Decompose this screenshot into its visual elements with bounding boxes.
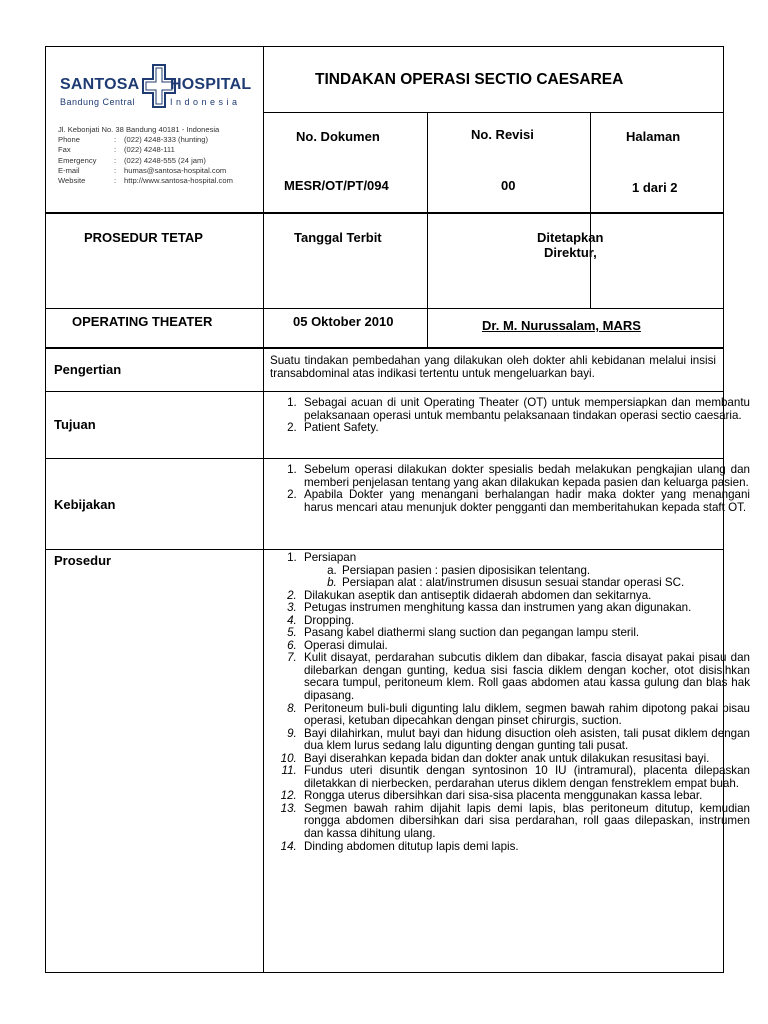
department-name: OPERATING THEATER (72, 314, 213, 329)
meta-column-divider-2 (427, 212, 428, 348)
list-item: 3. Petugas instrumen menghitung kassa dan instrumen yang akan digunakan. (300, 602, 750, 615)
list-item: 2. Apabila Dokter yang menangani berhalangan hadir maka dokter yang menangani harus mencari atau menunjuk dokter pengganti dan memberitahukan kepada staft OT. (300, 489, 750, 514)
logo-subtitle-left: Bandung Central (60, 97, 136, 107)
document-title: TINDAKAN OPERASI SECTIO CAESAREA (315, 71, 624, 88)
logo-column-divider (263, 46, 264, 213)
persiapan-sublist (304, 565, 750, 590)
label-column-divider (263, 348, 264, 973)
list-item: 5. Pasang kabel diathermi slang suction dan pegangan lampu steril. (300, 627, 750, 640)
issue-date-value: 05 Oktober 2010 (293, 314, 394, 329)
list-item: 11. Fundus uteri disuntik dengan syntosinon 10 IU (intramural), placenta dilepaskan diletakkan di nierbecken, perdarahan uterus diklem dengan fenstreklem empat buah. (300, 765, 750, 790)
approver-title: Direktur, (544, 245, 597, 260)
tujuan-label: Tujuan (54, 417, 96, 432)
list-item: 10. Bayi diserahkan kepada bidan dan dokter anak untuk dilakukan resusitasi bayi. (300, 753, 750, 766)
logo-subtitle-right: I n d o n e s i a (170, 97, 238, 107)
meta-row-split-border (45, 308, 724, 309)
list-item: a. Persiapan pasien : pasien diposisikan telentang. (340, 565, 750, 578)
revision-value: 00 (501, 178, 516, 193)
page-value: 1 dari 2 (632, 180, 678, 195)
tujuan-bottom-border (45, 458, 724, 459)
doc-number-value: MESR/OT/PT/094 (284, 178, 389, 193)
list-item: 1. Sebelum operasi dilakukan dokter spesialis bedah melakukan pengkajian ulang dan memberi penjelasan tentang yang akan dilakukan kepada pasien dan keluarga pasien. (300, 464, 750, 489)
contact-row: Fax : (022) 4248-111 (58, 145, 175, 155)
contact-row: E-mail : humas@santosa-hospital.com (58, 165, 227, 175)
contact-row: Emergency : (022) 4248-555 (24 jam) (58, 155, 206, 165)
contact-address: Jl. Kebonjati No. 38 Bandung 40181 - Indonesia (58, 125, 220, 134)
approved-label: Ditetapkan (537, 230, 604, 245)
table-top-border (45, 46, 724, 47)
prosedur-list (266, 552, 750, 853)
procedure-type: PROSEDUR TETAP (84, 230, 203, 245)
doc-number-column-divider (427, 112, 428, 213)
hospital-contact-block (58, 125, 233, 186)
header-section-bottom-border (45, 212, 724, 214)
approver-name: Dr. M. Nurussalam, MARS (482, 318, 641, 333)
meta-section-bottom-border (45, 347, 724, 349)
hospital-logo (58, 62, 252, 112)
title-row-bottom-border (263, 112, 724, 113)
logo-text-right: HOSPITAL (170, 76, 252, 93)
list-item: 13. Segmen bawah rahim dijahit lapis demi lapis, blas peritoneum ditutup, kemudian rongga abdomen dibersihkan dari sisa perdarahan, roll gaas dilepaskan, instrumen dan kassa dihitung ulang. (300, 803, 750, 841)
table-bottom-border (45, 972, 724, 973)
revision-label: No. Revisi (471, 127, 534, 142)
list-item: 1. Sebagai acuan di unit Operating Theater (OT) untuk mempersiapkan dan membantu pelaksanaan operasi untuk membantu pelaksanaan tindakan operasi sectio caesaria. (300, 397, 750, 422)
list-item: 14. Dinding abdomen ditutup lapis demi lapis. (300, 841, 750, 854)
list-item: 12. Rongga uterus dibersihkan dari sisa-sisa placenta menggunakan kassa lebar. (300, 790, 750, 803)
approval-signature-divider (590, 212, 591, 308)
revision-column-divider (590, 112, 591, 213)
doc-number-label: No. Dokumen (296, 129, 380, 144)
list-item: b. Persiapan alat : alat/instrumen disusun sesuai standar operasi SC. (340, 577, 750, 590)
list-item: 6. Operasi dimulai. (300, 640, 750, 653)
list-item: 2. Dilakukan aseptik dan antiseptik didaerah abdomen dan sekitarnya. (300, 590, 750, 603)
prosedur-label: Prosedur (54, 553, 112, 568)
kebijakan-bottom-border (45, 549, 724, 550)
kebijakan-label: Kebijakan (54, 497, 116, 512)
list-item: 1. Persiapan a. Persiapan pasien : pasien diposisikan telentang. b. Persiapan alat : alat/instrumen disusun sesuai standar operasi SC. (300, 552, 750, 590)
page-label: Halaman (626, 129, 681, 144)
logo-text-left: SANTOSA (60, 76, 140, 93)
list-item: 4. Dropping. (300, 615, 750, 628)
list-item: 2. Patient Safety. (300, 422, 750, 435)
list-item: 8. Peritoneum buli-buli digunting lalu diklem, segmen bawah rahim dipotong pakai pisau operasi, ketuban dipecahkan dengan pinset chirurgis, suction. (300, 703, 750, 728)
pengertian-bottom-border (45, 391, 724, 392)
list-item: 7. Kulit disayat, perdarahan subcutis diklem dan dibakar, fascia disayat pakai pisau dan dilebarkan dengan gunting, kedua sisi fascia diklem dengan kocher, otot disisihkan secara tumpul, peritoneum klem. Roll gaas abdomen atau kassa gulung dan blas hak dipasang. (300, 652, 750, 702)
pengertian-text: Suatu tindakan pembedahan yang dilakukan oleh dokter ahli kebidanan melalui insisi transabdominal atas indikasi tertentu untuk mengeluarkan bayi. (270, 354, 716, 380)
meta-column-divider-1 (263, 212, 264, 348)
contact-row: Website : http://www.santosa-hospital.com (58, 176, 233, 186)
pengertian-label: Pengertian (54, 362, 122, 377)
tujuan-list (266, 397, 750, 435)
kebijakan-list (266, 464, 750, 514)
contact-row: Phone : (022) 4248-333 (hunting) (58, 135, 209, 145)
table-left-border (45, 46, 46, 973)
list-item: 9. Bayi dilahirkan, mulut bayi dan hidung disuction oleh asisten, tali pusat diklem dengan dua klem lurus sedang lalu digunting dengan gunting tali pusat. (300, 728, 750, 753)
issue-date-label: Tanggal Terbit (294, 230, 382, 245)
